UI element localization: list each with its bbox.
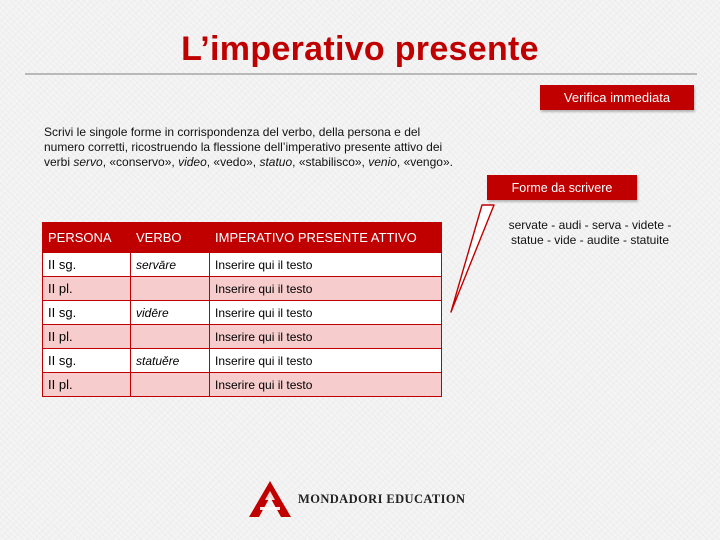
instructions-line-1: Scrivi le singole forme in corrispondenza del verbo, della persona e del	[44, 125, 421, 139]
header-persona: PERSONA	[43, 223, 131, 253]
slide-title: L’imperativo presente	[181, 30, 539, 68]
table-row	[43, 373, 442, 397]
persona-cell: II sg.	[43, 349, 131, 373]
forme-da-scrivere-badge: Forme da scrivere	[487, 175, 637, 200]
conjugation-table	[42, 222, 442, 397]
verbo-cell: vidēre	[131, 301, 210, 325]
persona-cell: II pl.	[43, 277, 131, 301]
verb-servo: servo	[73, 155, 103, 169]
instructions-line-3-prefix: verbi	[44, 155, 74, 169]
persona-cell: II sg.	[43, 301, 131, 325]
table-row	[43, 277, 442, 301]
instructions-line-2: numero corretti, ricostruendo la flessione dell’imperativo presente attivo dei	[44, 140, 443, 154]
header-verbo: VERBO	[131, 223, 210, 253]
answer-input[interactable]: Inserire qui il testo	[210, 277, 442, 301]
verb-video: video	[178, 155, 207, 169]
gloss-statuo: , «stabilisco»,	[292, 155, 369, 169]
answer-input[interactable]: Inserire qui il testo	[210, 325, 442, 349]
logo-text: MONDADORI EDUCATION	[298, 491, 466, 506]
answer-input[interactable]: Inserire qui il testo	[210, 349, 442, 373]
answer-input[interactable]: Inserire qui il testo	[210, 373, 442, 397]
verb-venio: venio	[368, 155, 397, 169]
answer-forms-line-2: statue - vide - audite - statuite	[510, 233, 670, 247]
table-row	[43, 349, 442, 373]
table-row	[43, 253, 442, 277]
persona-cell: II pl.	[43, 373, 131, 397]
answer-input[interactable]: Inserire qui il testo	[210, 301, 442, 325]
gloss-video: , «vedo»,	[206, 155, 260, 169]
mondadori-education-logo	[248, 480, 465, 518]
verb-statuo: statuo	[259, 155, 293, 169]
answer-forms-list	[483, 218, 697, 248]
gloss-servo: , «conservo»,	[102, 155, 179, 169]
verbo-cell	[131, 325, 210, 349]
header-imperativo: IMPERATIVO PRESENTE ATTIVO	[210, 223, 442, 253]
answer-input[interactable]: Inserire qui il testo	[210, 253, 442, 277]
verifica-immediata-badge: Verifica immediata	[540, 85, 694, 110]
mondadori-a-logo-icon	[248, 480, 292, 518]
verbo-cell	[131, 277, 210, 301]
table-row	[43, 301, 442, 325]
table-row	[43, 325, 442, 349]
gloss-venio: , «vengo».	[396, 155, 453, 169]
persona-cell: II sg.	[43, 253, 131, 277]
verbo-cell: servāre	[131, 253, 210, 277]
verbo-cell: statuěre	[131, 349, 210, 373]
answer-forms-line-1: servate - audi - serva - videte -	[508, 218, 672, 232]
verbo-cell	[131, 373, 210, 397]
persona-cell: II pl.	[43, 325, 131, 349]
table-header-row	[43, 223, 442, 253]
